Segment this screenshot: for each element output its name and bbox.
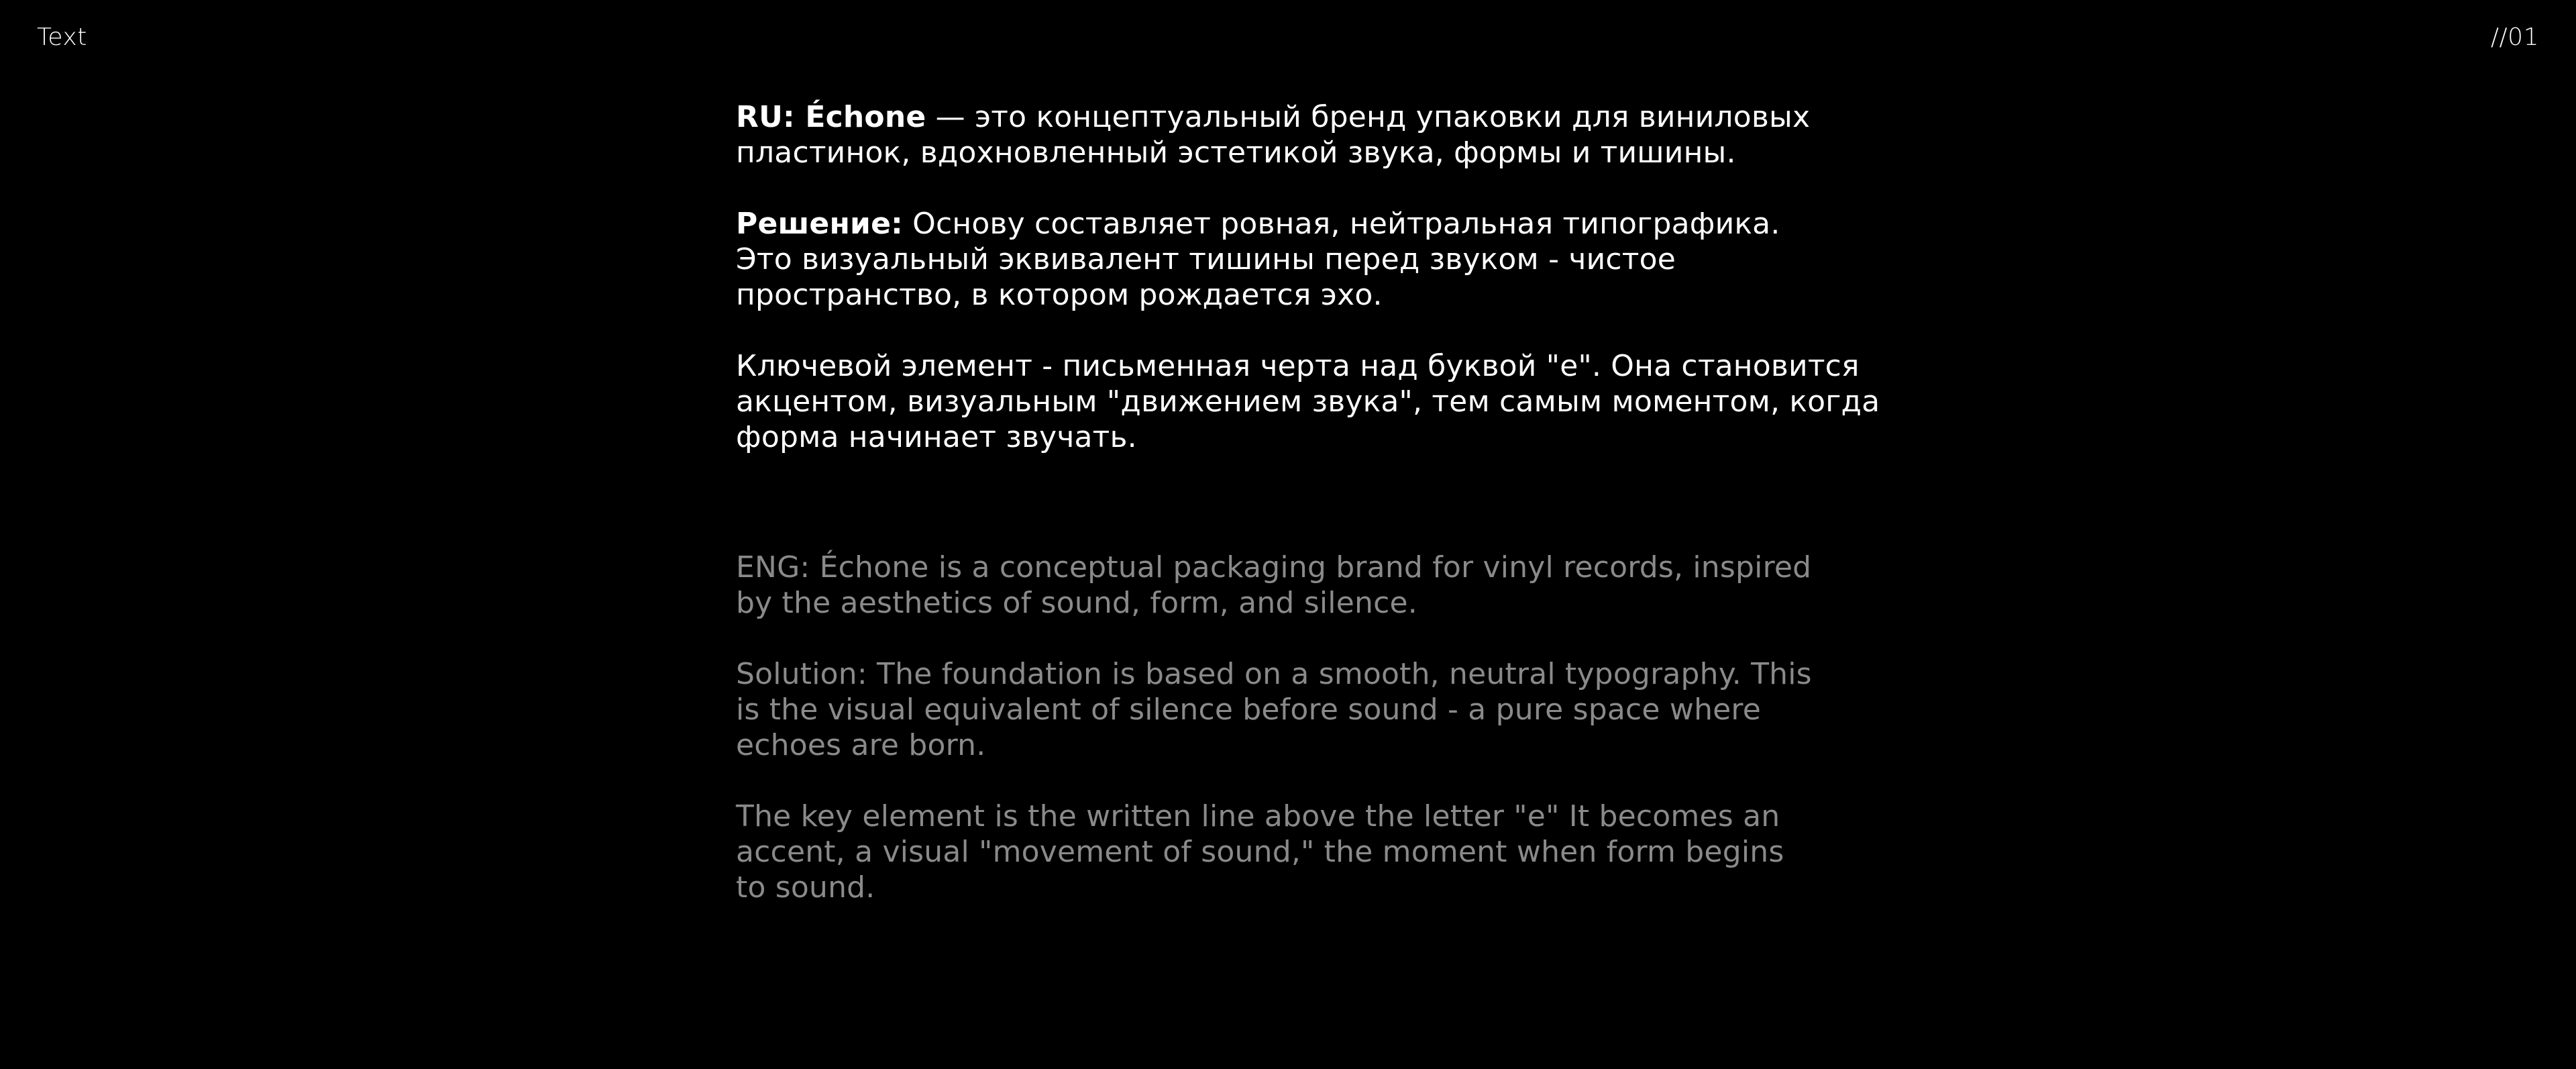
ru-key-element-paragraph — [736, 348, 1880, 455]
text-column — [736, 99, 1880, 905]
en-key-element-paragraph — [736, 799, 1876, 905]
ru-solution-line-3: пространство, в котором рождается эхо. — [736, 278, 1383, 312]
ru-intro-line-2: пластинок, вдохновленный эстетикой звука, формы и тишины. — [736, 136, 1736, 170]
ru-solution-paragraph — [736, 206, 1876, 313]
ru-key-line-3: форма начинает звучать. — [736, 420, 1137, 454]
en-solution-paragraph — [736, 656, 1876, 763]
section-label: Text — [37, 23, 87, 51]
ru-key-line-1: Ключевой элемент - письменная черта над буквой "е". Она становится — [736, 349, 1860, 383]
ru-solution-heading: Решение: — [736, 207, 903, 241]
ru-solution-text: Основу составляет ровная, нейтральная типографика. — [902, 207, 1780, 241]
ru-intro-text: — это концептуальный бренд упаковки для виниловых — [926, 100, 1811, 134]
en-solution-line-1: Solution: The foundation is based on a smooth, neutral typography. This — [736, 657, 1812, 691]
en-solution-line-3: echoes are born. — [736, 728, 986, 762]
ru-solution-line-1 — [736, 206, 1876, 242]
ru-intro-paragraph — [736, 99, 1876, 170]
ru-brand-name: RU: Échone — [736, 100, 926, 134]
ru-solution-line-2: Это визуальный эквивалент тишины перед звуком - чистое — [736, 242, 1676, 276]
en-intro-paragraph — [736, 550, 1876, 621]
en-key-line-3: to sound. — [736, 870, 875, 905]
ru-key-line-2: акцентом, визуальным "движением звука", тем самым моментом, когда — [736, 385, 1880, 419]
en-intro-line-1: ENG: Échone is a conceptual packaging brand for vinyl records, inspired — [736, 550, 1812, 584]
page-number: //01 — [2490, 23, 2539, 51]
en-solution-line-2: is the visual equivalent of silence before sound - a pure space where — [736, 693, 1762, 727]
ru-intro-line-1 — [736, 99, 1876, 135]
en-key-line-2: accent, a visual "movement of sound," the moment when form begins — [736, 835, 1784, 869]
en-key-line-1: The key element is the written line above the letter "e" It becomes an — [736, 799, 1780, 833]
en-intro-line-2: by the aesthetics of sound, form, and silence. — [736, 586, 1417, 620]
